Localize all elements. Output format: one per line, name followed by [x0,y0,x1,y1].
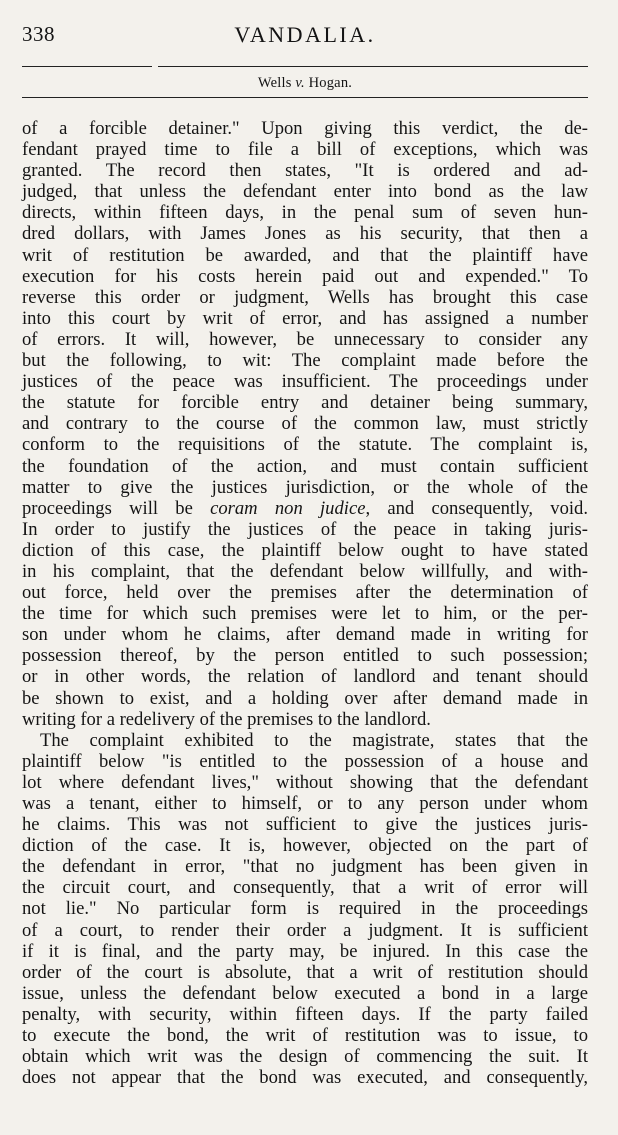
header-rule-left [22,66,152,67]
text-line: obtain which writ was the design of commencing the suit. It [22,1046,588,1068]
text-line: writing for a redelivery of the premises to the landlord. [22,708,431,730]
text-line: out force, held over the premises after the determination of [22,582,588,604]
text-line: does not appear that the bond was executed, and consequently, [22,1067,588,1089]
text-line: or in other words, the relation of landlord and tenant should [22,666,588,688]
text-line: writ of restitution be awarded, and that the plaintiff have [22,244,588,266]
text-line: directs, within fifteen days, in the penal sum of seven hun- [22,202,588,224]
text-line: penalty, with security, within fifteen days. If the party failed [22,1003,588,1025]
body-text [22,118,588,1088]
text-line: the defendant in error, "that no judgment has been given in [22,856,588,878]
case-name-defendant: Hogan. [304,75,353,91]
page-number: 338 [22,22,55,46]
text-line: possession thereof, by the person entitled to such possession; [22,645,588,667]
text-line: of a court, to render their order a judgment. It is sufficient [22,919,588,941]
text-line: he claims. This was not sufficient to give the justices juris- [22,814,588,836]
case-name-versus: v. [295,75,305,91]
text-line: was a tenant, either to himself, or to any person under whom [22,793,588,814]
text-line: judged, that unless the defendant enter into bond as the law [22,181,588,203]
text-line: into this court by writ of error, and has assigned a number [22,307,588,329]
text-line: the circuit court, and consequently, that a writ of error will [22,877,588,899]
case-name [22,75,588,92]
latin-phrase: coram non judice [210,497,366,519]
text-line: the foundation of the action, and must contain sufficient [22,455,588,477]
text-line: be shown to exist, and a holding over after demand made in [22,687,588,709]
text-line: The complaint exhibited to the magistrate, states that the [40,729,588,751]
text-line: and contrary to the course of the common law, must strictly [22,413,588,435]
text-line: of a forcible detainer." Upon giving this verdict, the de- [22,118,588,139]
text-line: plaintiff below "is entitled to the possession of a house and [22,750,588,772]
header-rule-right [158,66,588,67]
text-segment: proceedings will be [22,497,211,519]
text-line: conform to the requisitions of the statute. The complaint is, [22,434,588,456]
text-line: matter to give the justices jurisdiction, or the whole of the [22,476,588,498]
page-header [22,22,588,52]
text-line: granted. The record then states, "It is ordered and ad- [22,160,588,182]
text-line: issue, unless the defendant below executed a bond in a large [22,982,588,1004]
text-line: reverse this order or judgment, Wells has brought this case [22,286,588,308]
text-line: execution for his costs herein paid out and expended." To [22,265,588,287]
running-title: VANDALIA. [234,22,376,47]
text-line: lot where defendant lives," without showing that the defendant [22,771,588,793]
text-segment: , and consequently, void. [365,497,588,519]
text-line: of errors. It will, however, be unnecessary to consider any [22,328,588,350]
text-line: the time for which such premises were let to him, or the per- [22,603,588,625]
text-line: diction of the case. It is, however, objected on the part of [22,835,588,857]
text-line [22,498,588,519]
case-name-plaintiff: Wells [257,75,296,91]
text-line: not lie." No particular form is required in the proceedings [22,898,588,920]
text-line: if it is final, and the party may, be injured. In this case the [22,940,588,962]
text-line: fendant prayed time to file a bill of exceptions, which was [22,139,588,161]
text-line: dred dollars, with James Jones as his security, that then a [22,223,588,245]
text-line: in his complaint, that the defendant below willfully, and with- [22,560,588,582]
text-line: justices of the peace was insufficient. The proceedings under [22,371,588,393]
text-line: to execute the bond, the writ of restitution was to issue, to [22,1025,588,1047]
text-line: but the following, to wit: The complaint made before the [22,350,588,372]
text-line: diction of this case, the plaintiff below ought to have stated [22,539,588,561]
text-line: the statute for forcible entry and detainer being summary, [22,392,588,414]
header-rule-bottom [22,97,588,98]
text-line: In order to justify the justices of the peace in taking juris- [22,518,588,540]
text-line: son under whom he claims, after demand made in writing for [22,624,588,646]
text-line: order of the court is absolute, that a writ of restitution should [22,961,588,983]
